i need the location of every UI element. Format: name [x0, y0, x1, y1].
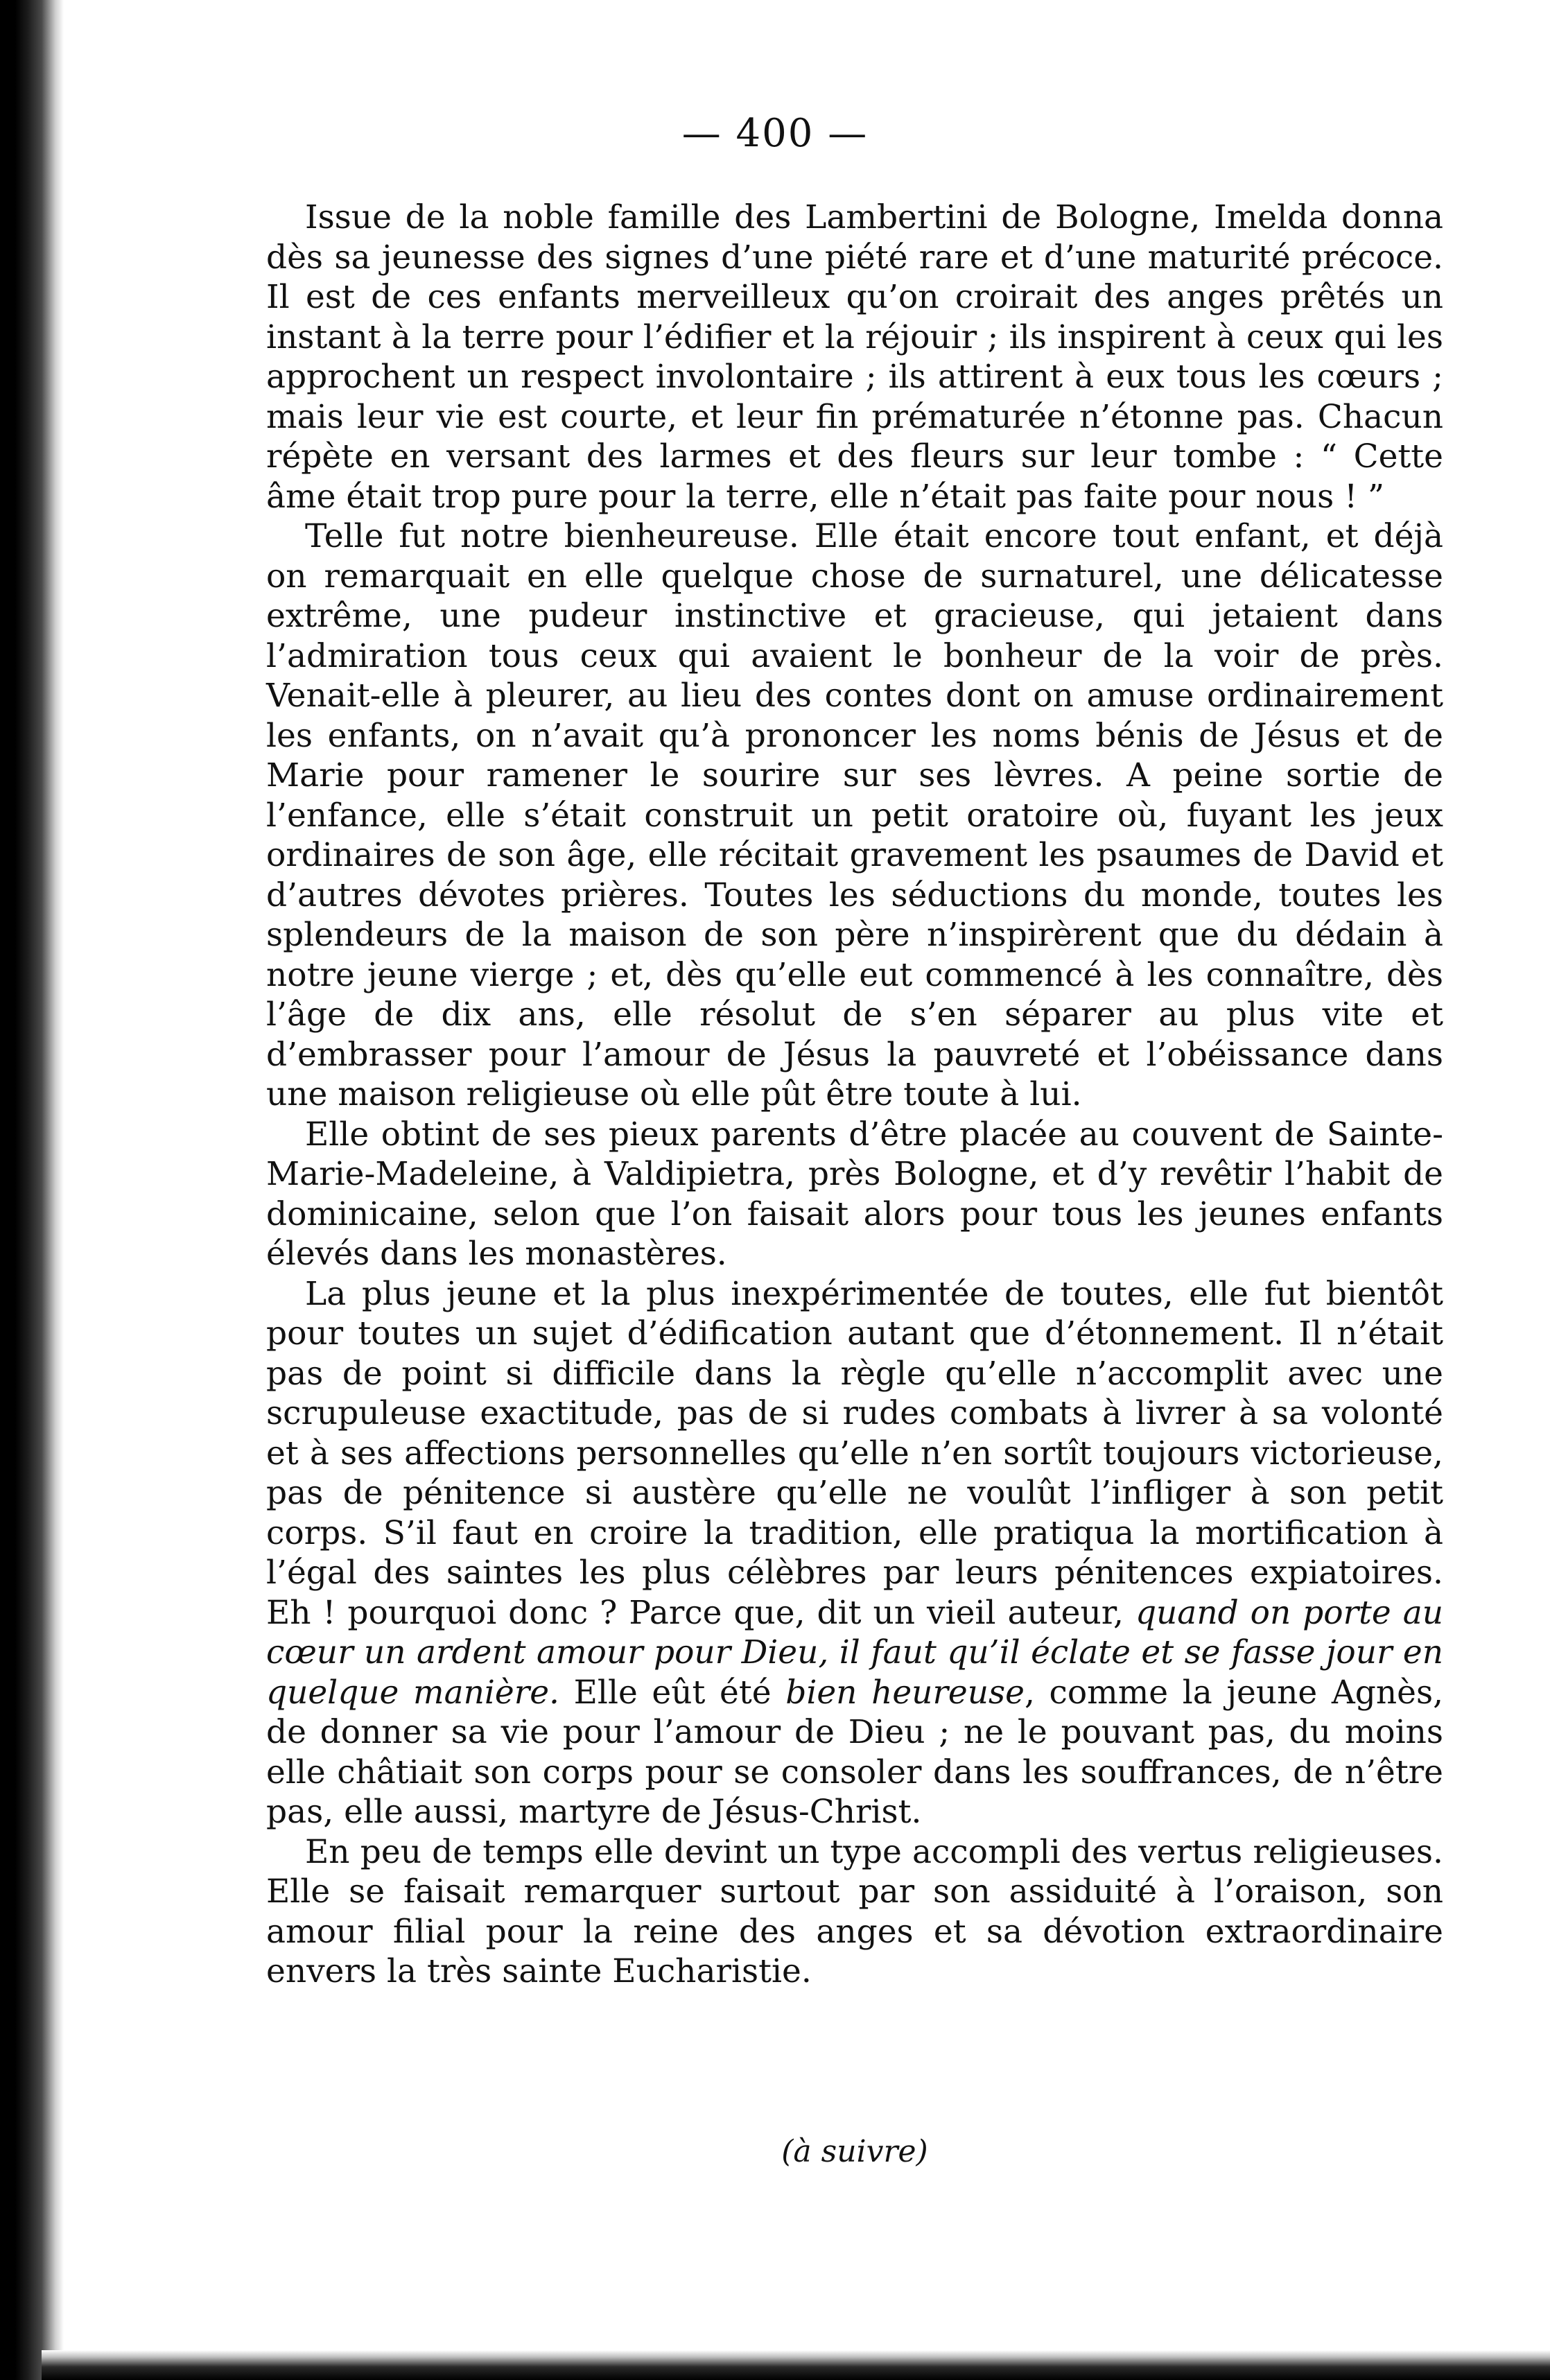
continuation-note: [0, 2134, 1550, 2169]
paragraph-3: Elle obtint de ses pieux parents d’être placée au couvent de Sainte-Marie-Madeleine, à Valdipietra, près Bologne, et d’y revêtir l’habit de dominicaine, selon que l’on faisait alors pour tous les jeunes enfants élevés dans les monastères.: [266, 1115, 1443, 1273]
paragraph-4-text-before: La plus jeune et la plus inexpérimentée de toutes, elle fut bientôt pour toutes un sujet d’édification autant que d’étonnement. Il n’était pas de point si difficile dans la règle qu’elle n’accomplit avec une scrupuleuse exactitude, pas de si rudes combats à livrer à sa volonté et à ses affections personnelles qu’elle n’en sortît toujours victorieuse, pas de pénitence si austère qu’elle ne voulût l’infliger à son petit corps. S’il faut en croire la tradition, elle pratiqua la mortification à l’égal des saintes les plus célèbres par leurs pénitences expiatoires. Eh ! pourquoi donc ? Parce que, dit un vieil auteur,: [266, 1274, 1443, 1632]
paragraph-2: Telle fut notre bienheureuse. Elle était encore tout enfant, et déjà on remarquait en elle quelque chose de surnaturel, une délicatesse extrême, une pudeur instinctive et gracieuse, qui jetaient dans l’admiration tous ceux qui avaient le bonheur de la voir de près. Venait-elle à pleurer, au lieu des contes dont on amuse ordinairement les enfants, on n’avait qu’à prononcer les noms bénis de Jésus et de Marie pour ramener le sourire sur ses lèvres. A peine sortie de l’enfance, elle s’était construit un petit oratoire où, fuyant les jeux ordinaires de son âge, elle récitait gravement les psaumes de David et d’autres dévotes prières. Toutes les séductions du monde, toutes les splendeurs de la maison de son père n’inspirèrent que du dédain à notre jeune vierge ; et, dès qu’elle eut commencé à les connaître, dès l’âge de dix ans, elle résolut de s’en séparer au plus vite et d’embrasser pour l’amour de Jésus la pauvreté et l’obéissance dans une maison religieuse où elle pût être toute à lui.: [266, 517, 1443, 1113]
page-number: — 400 —: [681, 111, 869, 156]
scan-edge-bottom: [42, 2350, 1550, 2380]
paragraph-4-italic-phrase: bien heureuse: [785, 1673, 1025, 1712]
paragraph-4-text-after: , comme la jeune Agnès, de donner sa vie pour l’amour de Dieu ; ne le pouvant pas, du moins elle châtiait son corps pour se consoler dans les souffrances, de n’être pas, elle aussi, martyre de Jésus-Christ.: [266, 1673, 1444, 1831]
article-body: [266, 198, 1443, 1992]
paragraph-5: En peu de temps elle devint un type accompli des vertus religieuses. Elle se faisait remarquer surtout par son assiduité à l’oraison, son amour filial pour la reine des anges et sa dévotion extraordinaire envers la très sainte Eucharistie.: [266, 1832, 1443, 1990]
paragraph-4: [266, 1274, 1443, 1832]
paragraph-4-quote: quand on porte au cœur un ardent amour pour Dieu, il faut qu’il éclate et se fasse jour en quelque manière.: [266, 1593, 1444, 1712]
paragraph-4-text-middle: Elle eût été: [559, 1673, 786, 1712]
paragraph-1: Issue de la noble famille des Lambertini de Bologne, Imelda donna dès sa jeunesse des signes d’une piété rare et d’une maturité précoce. Il est de ces enfants merveilleux qu’on croirait des anges prêtés un instant à la terre pour l’édifier et la réjouir ; ils inspirent à ceux qui les approchent un respect involontaire ; ils attirent à eux tous les cœurs ; mais leur vie est courte, et leur fin prématurée n’étonne pas. Chacun répète en versant des larmes et des fleurs sur leur tombe : “ Cette âme était trop pure pour la terre, elle n’était pas faite pour nous ! ”: [266, 198, 1443, 516]
continuation-label: (à suivre): [781, 2134, 928, 2169]
scan-edge-left: [0, 0, 64, 2380]
